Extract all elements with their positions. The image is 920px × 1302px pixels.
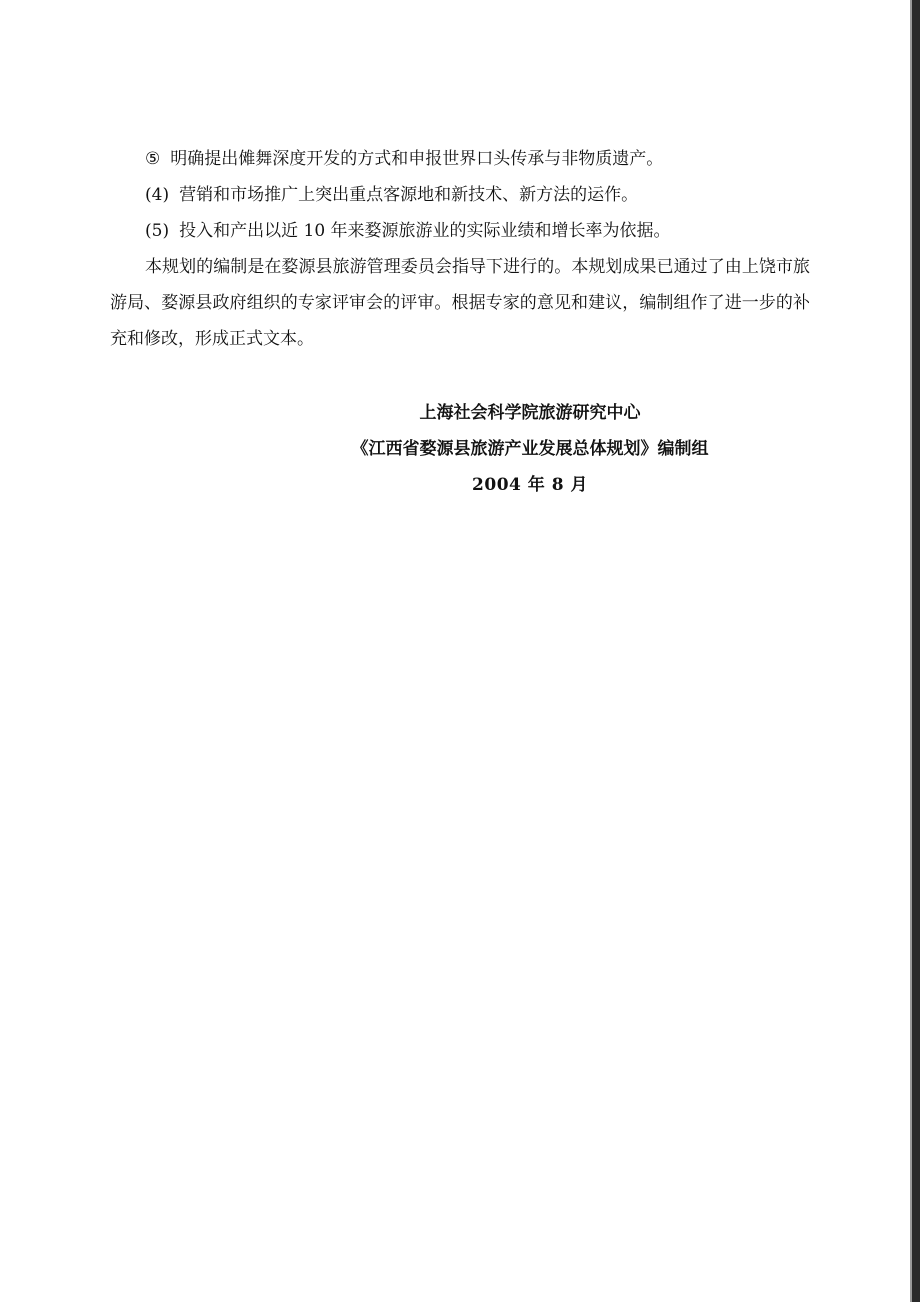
page-edge-bar (912, 0, 920, 1302)
list-item-marker: (5) (145, 221, 170, 241)
closing-paragraph: 本规划的编制是在婺源县旅游管理委员会指导下进行的。本规划成果已通过了由上饶市旅游局、婺源县政府组织的专家评审会的评审。根据专家的意见和建议，编制组作了进一步的补充和修改，形成正式文本。 (110, 257, 810, 349)
signature-group: 《江西省婺源县旅游产业发展总体规划》编制组 (351, 439, 709, 459)
signature-date: 2004 年 8 月 (472, 475, 588, 495)
list-item-text: 投入和产出以近 10 年来婺源旅游业的实际业绩和增长率为依据。 (179, 221, 671, 241)
signature-block (330, 395, 730, 503)
signature-organization: 上海社会科学院旅游研究中心 (419, 403, 641, 423)
list-item-marker: (4) (145, 185, 170, 205)
list-item-marker: ⑤ (145, 149, 161, 169)
list-item-text: 营销和市场推广上突出重点客源地和新技术、新方法的运作。 (179, 185, 639, 205)
list-item-text: 明确提出傩舞深度开发的方式和申报世界口头传承与非物质遗产。 (170, 149, 664, 169)
list-item (110, 177, 810, 213)
list-item (110, 213, 810, 249)
document-body (110, 141, 810, 357)
list-item (110, 141, 810, 177)
